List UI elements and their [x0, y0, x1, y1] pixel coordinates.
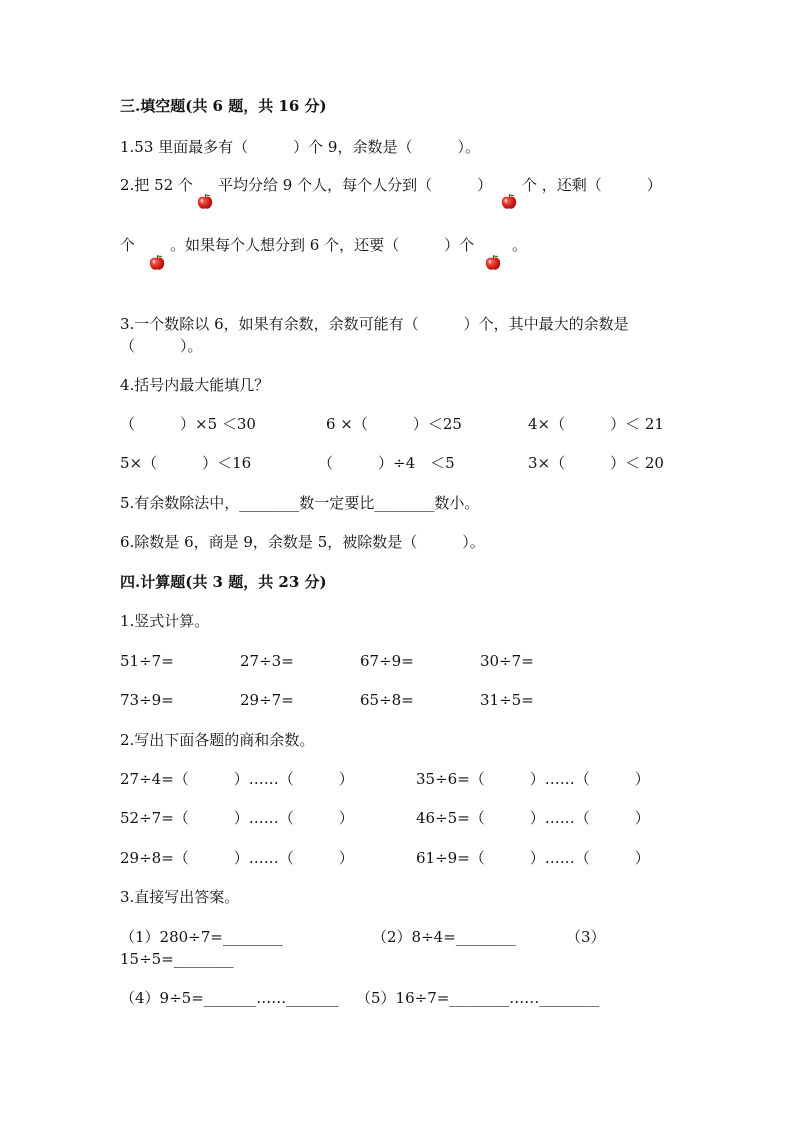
question-3-3-line-1: 3.一个数除以 6，如果有余数，余数可能有（ ）个，其中最大的余数是 — [120, 315, 629, 333]
question-3-2-part-b: 平均分给 9 个人，每个人分到（ ） — [218, 176, 493, 194]
apple-icon — [196, 193, 214, 211]
question-3-6: 6.除数是 6，商是 9，余数是 5，被除数是（ ）。 — [120, 533, 485, 551]
division-item: 67÷9= — [360, 652, 414, 670]
apple-icon — [148, 254, 166, 272]
quotient-remainder-item: 29÷8=（ ）……（ ） — [120, 849, 354, 867]
question-4-3-title: 3.直接写出答案。 — [120, 888, 240, 906]
section-3-title: 三.填空题(共 6 题，共 16 分) — [120, 97, 327, 115]
question-3-4-item: 6 ×（ ）＜25 — [326, 415, 462, 433]
quotient-remainder-item: 35÷6=（ ）……（ ） — [416, 770, 650, 788]
question-4-2-title: 2.写出下面各题的商和余数。 — [120, 731, 315, 749]
division-item: 73÷9= — [120, 691, 174, 709]
question-3-2-part-a: 2.把 52 个 — [120, 176, 193, 194]
direct-answer-item: （2）8÷4=________ — [372, 928, 516, 946]
question-3-2-part-c: 个 ，还剩（ ） — [522, 176, 662, 194]
quotient-remainder-item: 27÷4=（ ）……（ ） — [120, 770, 354, 788]
quotient-remainder-item: 61÷9=（ ）……（ ） — [416, 849, 650, 867]
division-item: 51÷7= — [120, 652, 174, 670]
question-3-4-item: （ ）÷4 ＜5 — [318, 454, 455, 472]
question-4-1-title: 1.竖式计算。 — [120, 612, 210, 630]
question-3-1: 1.53 里面最多有（ ）个 9，余数是（ ）。 — [120, 138, 480, 156]
question-3-2-part-e: 。如果每个人想分到 6 个，还要（ ）个 — [170, 236, 475, 254]
division-item: 65÷8= — [360, 691, 414, 709]
question-3-4-item: 4×（ ）＜ 21 — [528, 415, 664, 433]
question-3-2-part-f: 。 — [512, 236, 528, 254]
question-3-4-item: 5×（ ）＜16 — [120, 454, 252, 472]
direct-answer-item: （5）16÷7=________……________ — [356, 989, 600, 1007]
direct-answer-item: （3） — [566, 928, 606, 946]
question-3-4-title: 4.括号内最大能填几？ — [120, 376, 270, 394]
quotient-remainder-item: 52÷7=（ ）……（ ） — [120, 809, 354, 827]
direct-answer-item: （4）9÷5=_______……_______ — [120, 989, 339, 1007]
question-3-3-line-2: （ ）。 — [120, 337, 203, 355]
division-item: 27÷3= — [240, 652, 294, 670]
section-4-title: 四.计算题(共 3 题，共 23 分) — [120, 573, 327, 591]
division-item: 29÷7= — [240, 691, 294, 709]
direct-answer-item: （1）280÷7=________ — [120, 928, 283, 946]
direct-answer-item: 15÷5=________ — [120, 950, 234, 968]
question-3-2-part-d: 个 — [120, 236, 136, 254]
apple-icon — [500, 193, 518, 211]
quotient-remainder-item: 46÷5=（ ）……（ ） — [416, 809, 650, 827]
division-item: 31÷5= — [480, 691, 534, 709]
question-3-5: 5.有余数除法中，________数一定要比________数小。 — [120, 494, 480, 512]
question-3-4-item: （ ）×5 ＜30 — [120, 415, 256, 433]
question-3-4-item: 3×（ ）＜ 20 — [528, 454, 664, 472]
apple-icon — [484, 254, 502, 272]
division-item: 30÷7= — [480, 652, 534, 670]
